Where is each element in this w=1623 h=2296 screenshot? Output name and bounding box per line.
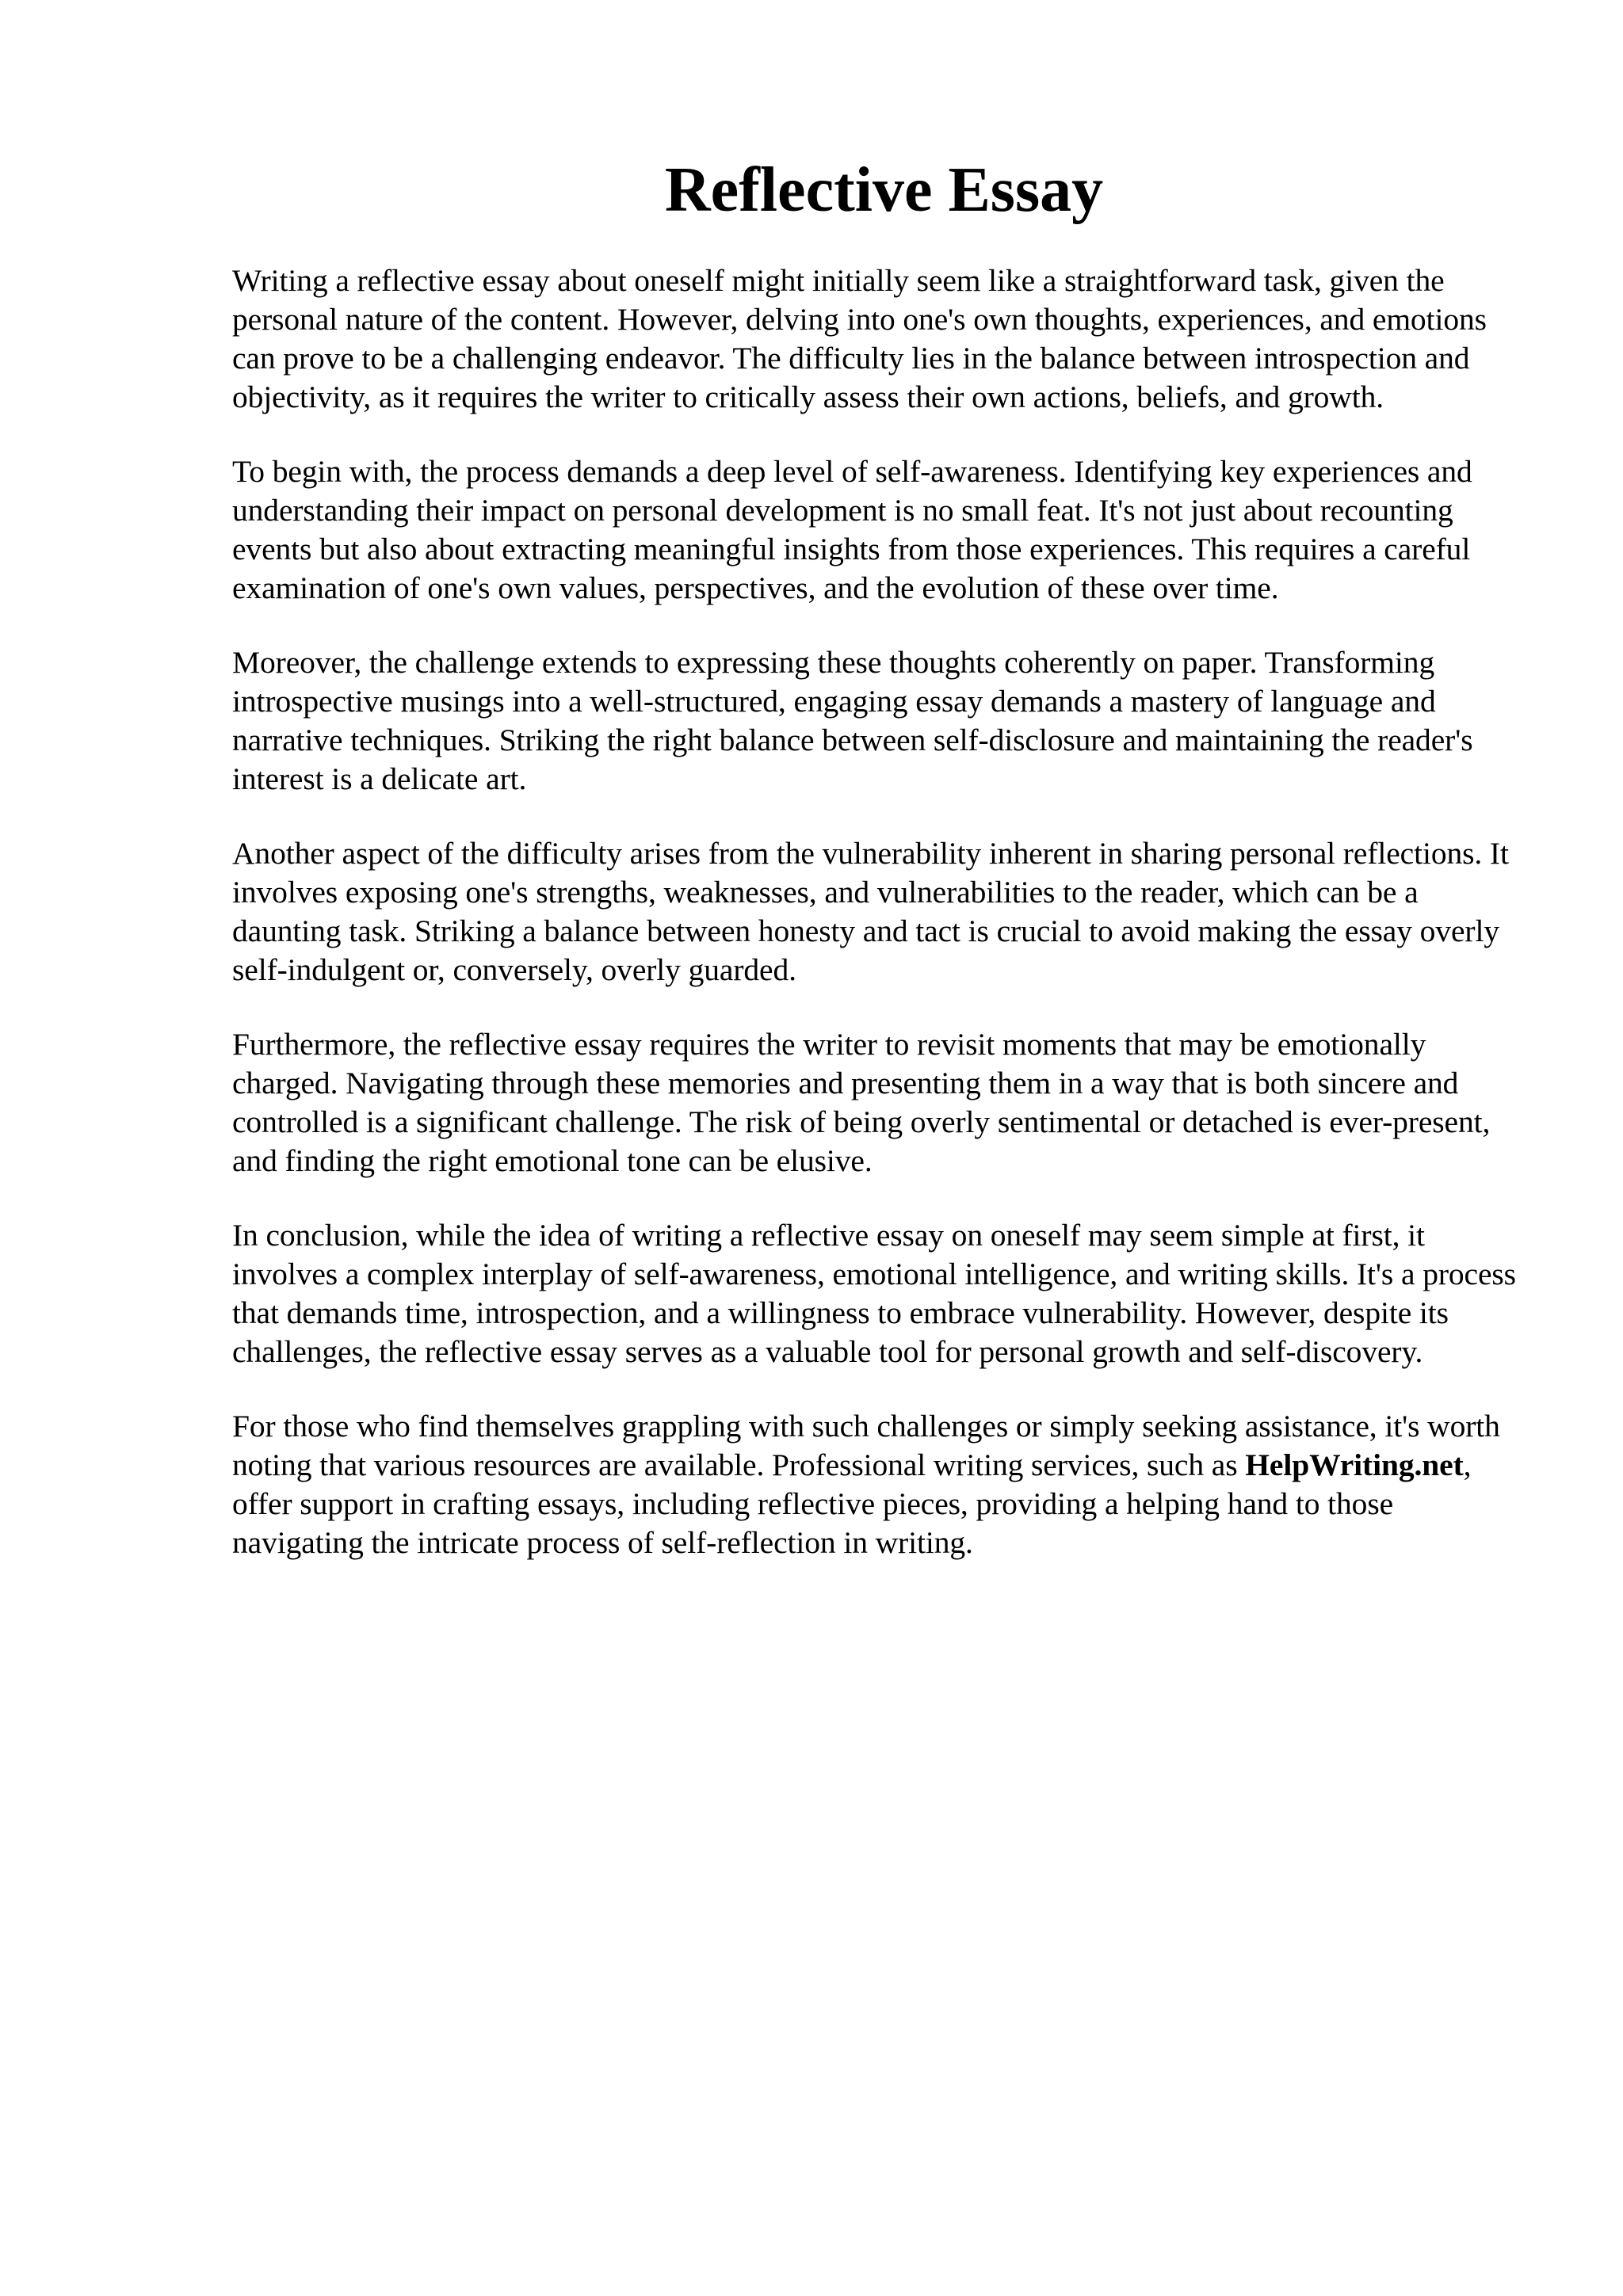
helpwriting-link[interactable]: HelpWriting.net <box>1245 1447 1464 1482</box>
paragraph-2: To begin with, the process demands a deep level of self-awareness. Identifying key experiences and understanding their impact on personal development is no small feat. It's not just about recounting events but also about extracting meaningful insights from those experiences. This requires a careful examination of one's own values, perspectives, and the evolution of these over time. <box>232 454 1472 605</box>
paragraph-7-outro: , offer support in crafting essays, including reflective pieces, providing a helping hand to those navigating the intricate process of self-reflection in writing. <box>232 1447 1472 1560</box>
document-title: Reflective Essay <box>664 155 1104 225</box>
essay-body <box>232 261 1528 1562</box>
paragraph-6: In conclusion, while the idea of writing a reflective essay on oneself may seem simple at first, it involves a complex interplay of self-awareness, emotional intelligence, and writing skills. It's a process that demands time, introspection, and a willingness to embrace vulnerability. However, despite its challenges, the reflective essay serves as a valuable tool for personal growth and self-discovery. <box>232 1218 1516 1369</box>
paragraph-3: Moreover, the challenge extends to expressing these thoughts coherently on paper. Transforming introspective musings into a well-structured, engaging essay demands a mastery of language and narrative techniques. Striking the right balance between self-disclosure and maintaining the reader's interest is a delicate art. <box>232 645 1473 796</box>
paragraph-1: Writing a reflective essay about oneself might initially seem like a straightforward task, given the personal nature of the content. However, delving into one's own thoughts, experiences, and emotions can prove to be a challenging endeavor. The difficulty lies in the balance between introspection and objectivity, as it requires the writer to critically assess their own actions, beliefs, and growth. <box>232 263 1487 414</box>
paragraph-7 <box>232 1407 1528 1562</box>
paragraph-7-intro: For those who find themselves grappling with such challenges or simply seeking assistance, it's worth noting that various resources are available. Professional writing services, such as <box>232 1409 1500 1482</box>
paragraph-5: Furthermore, the reflective essay requires the writer to revisit moments that may be emotionally charged. Navigating through these memories and presenting them in a way that is both sincere and controlled is a significant challenge. The risk of being overly sentimental or detached is ever-present, and finding the right emotional tone can be elusive. <box>232 1027 1491 1178</box>
paragraph-4: Another aspect of the difficulty arises from the vulnerability inherent in sharing personal reflections. It involves exposing one's strengths, weaknesses, and vulnerabilities to the reader, which can be a daunting task. Striking a balance between honesty and tact is crucial to avoid making the essay overly self-indulgent or, conversely, overly guarded. <box>232 836 1509 987</box>
